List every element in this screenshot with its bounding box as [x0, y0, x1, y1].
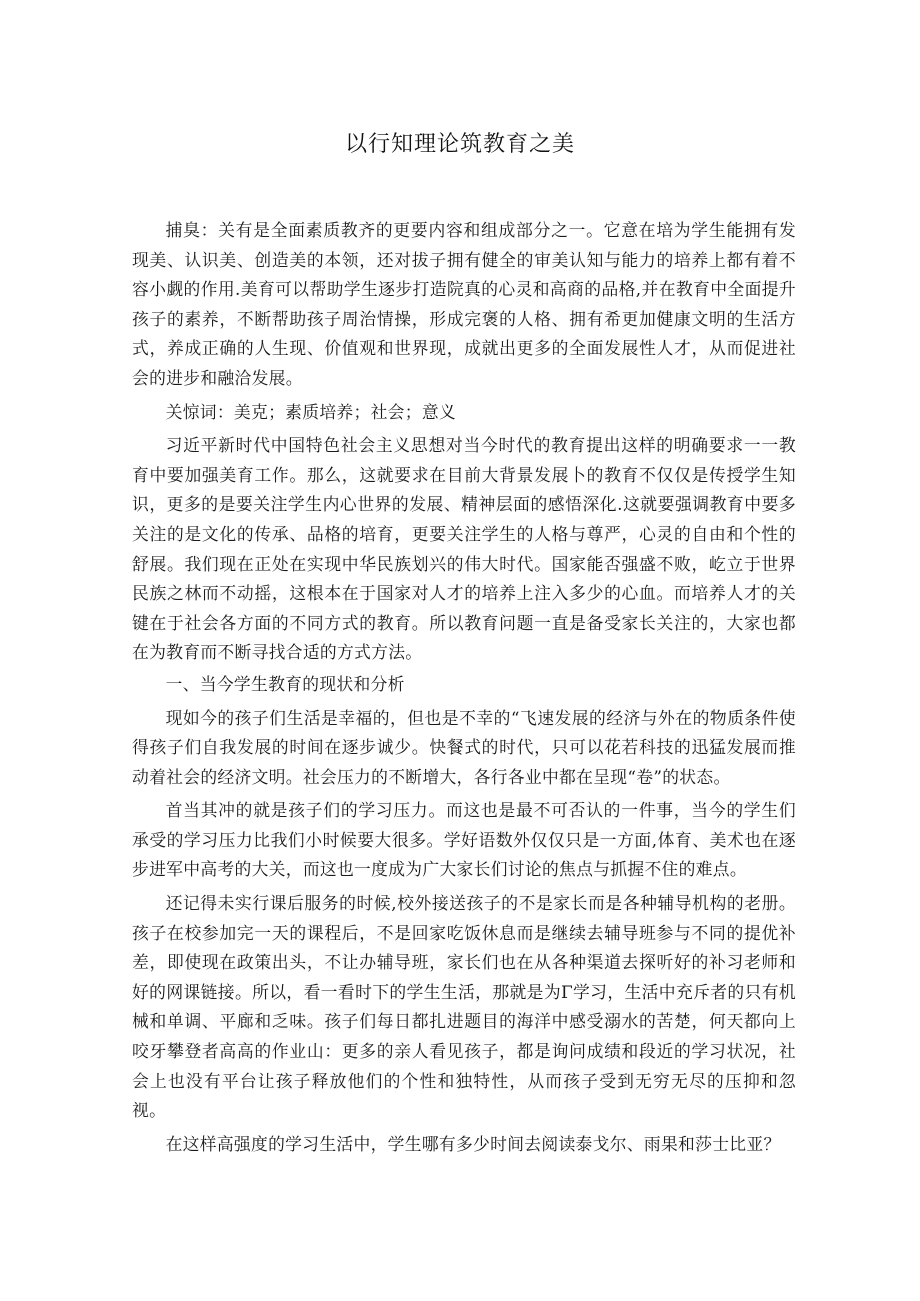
document-body	[132, 216, 796, 1159]
body-paragraph: 首当其冲的就是孩子们的学习压力。而这也是最不可否认的一件事，当今的学生们承受的学习压力比我们小时候要大很多。学好语数外仅仅只是一方面,体育、美术也在逐步进军中高考的大关，而这也一度成为广大家长们讨论的焦点与抓握不住的难点。	[132, 800, 796, 880]
body-paragraph: 现如今的孩子们生活是幸福的，但也是不幸的“飞速发展的经济与外在的物质条件使得孩子们自我发展的时间在逐步诚少。快餐式的时代，只可以花若科技的迅猛发展而推动着社会的经济文明。社会压力的不断增大，各行各业中都在呈现“卷”的状态。	[132, 707, 796, 787]
document-title: 以行知理论筑教育之美	[344, 132, 575, 157]
body-paragraph: 习近平新时代中国特色社会主义思想对当今时代的教育提出这样的明确要求一一教育中要加强美育工作。那么，这就要求在目前大背景发展卜的教育不仅仅是传授学生知识，更多的是要关注学生内心世界的发展、精神层面的感悟深化.这就要强调教育中要多关注的是文化的传承、品格的培育，更要关注学生的人格与尊严，心灵的自由和个性的舒展。我们现在正处在实现中华民族划兴的伟大时代。国家能否强盛不败，屹立于世界民族之林而不动摇，这根本在于国家对人才的培养上注入多少的心血。而培养人才的关键在于社会各方面的不同方式的教育。所以教育问题一直是备受家长关注的，大家也都在为教育而不断寻找合适的方式方法。	[132, 435, 796, 663]
body-paragraph: 还记得未实行课后服务的时候,校外接送孩子的不是家长而是各种辅导机构的老册。孩子在校参加完一天的课程后，不是回家吃饭休息而是继续去辅导班参与不同的提优补差，即使现在政策出头，不让办辅导班，家长们也在从各种渠道去探听好的补习老师和好的网课链接。所以，看一看时下的学生生活，那就是为Γ学习，生活中充斥者的只有机械和单调、平廊和乏味。孩子们每日都扎进题目的海洋中感受溺水的苦楚，何天都向上咬牙攀登者高高的作业山：更多的亲人看见孩子，都是询问成绩和段近的学习状况，社会上也没有平台让孩子释放他们的个性和独特性，从而孩子受到无穷无尽的压抑和忽视。	[132, 893, 796, 1121]
section-heading: 一、当今学生教育的现状和分析	[165, 673, 405, 694]
body-paragraph: 在这样高强度的学习生活中，学生哪有多少时间去阅读泰戈尔、雨果和莎士比亚？	[165, 1133, 781, 1154]
keywords-paragraph: 关惊词：美克；素质培养；社会；意义	[165, 401, 456, 422]
abstract-paragraph: 捕臭：关有是全面素质教齐的更要内容和组成部分之一。它意在培为学生能拥有发现美、认识美、创造美的本领，还对拔子拥有健全的审美认知与能力的培养上都有着不容小觑的作用.美育可以帮助学生逐步打造院真的心灵和高商的品格,并在教育中全面提升孩子的素养，不断帮助孩子周治情操，形成完褒的人格、拥有希更加健康文明的生活方式，养成正确的人生现、价值观和世界现，成就出更多的全面发展性人才，从而促进社会的进步和融洽发展。	[132, 220, 796, 388]
